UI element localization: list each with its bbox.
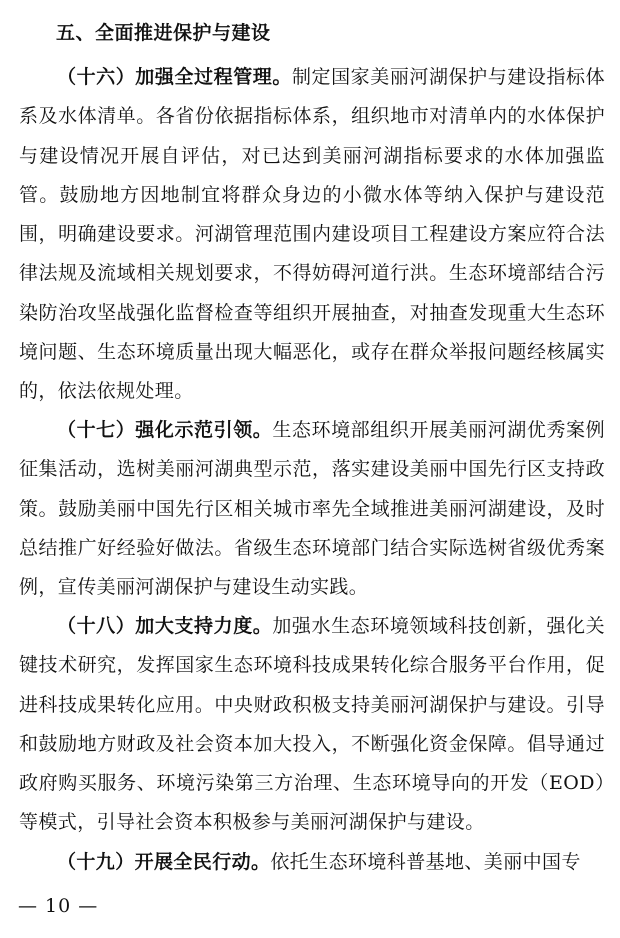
paragraph-17 (19, 411, 605, 607)
paragraph-19 (19, 843, 605, 882)
paragraph-body: 加强水生态环境领域科技创新，强化关键技术研究，发挥国家生态环境科技成果转化综合服务平台作用，促进科技成果转化应用。中央财政积极支持美丽河湖保护与建设。引导和鼓励地方财政及社会资本加大投入，不断强化资金保障。倡导通过政府购买服务、环境污染第三方治理、生态环境导向的开发（EOD）等模式，引导社会资本积极参与美丽河湖保护与建设。 (19, 615, 605, 834)
paragraph-heading: （十六）加强全过程管理。 (57, 66, 292, 88)
paragraph-body: 制定国家美丽河湖保护与建设指标体系及水体清单。各省份依据指标体系，组织地市对清单内的水体保护与建设情况开展自评估，对已达到美丽河湖指标要求的水体加强监管。鼓励地方因地制宜将群众身边的小微水体等纳入保护与建设范围，明确建设要求。河湖管理范围内建设项目工程建设方案应符合法律法规及流域相关规划要求，不得妨碍河道行洪。生态环境部结合污染防治攻坚战强化监督检查等组织开展抽查，对抽查发现重大生态环境问题、生态环境质量出现大幅恶化，或存在群众举报问题经核属实的，依法依规处理。 (19, 66, 605, 403)
paragraph-body: 依托生态环境科普基地、美丽中国专 (270, 851, 581, 873)
paragraph-heading: （十九）开展全民行动。 (57, 851, 271, 873)
page-number: — 10 — (18, 895, 99, 917)
paragraph-18 (19, 607, 605, 843)
paragraph-heading: （十七）强化示范引领。 (57, 419, 273, 441)
paragraph-heading: （十八）加大支持力度。 (57, 615, 273, 637)
paragraph-body: 生态环境部组织开展美丽河湖优秀案例征集活动，选树美丽河湖典型示范，落实建设美丽中国先行区支持政策。鼓励美丽中国先行区相关城市率先全域推进美丽河湖建设，及时总结推广好经验好做法。省级生态环境部门结合实际选树省级优秀案例，宣传美丽河湖保护与建设生动实践。 (19, 419, 605, 599)
section-title: 五、全面推进保护与建设 (56, 22, 271, 44)
paragraph-16 (19, 58, 605, 412)
